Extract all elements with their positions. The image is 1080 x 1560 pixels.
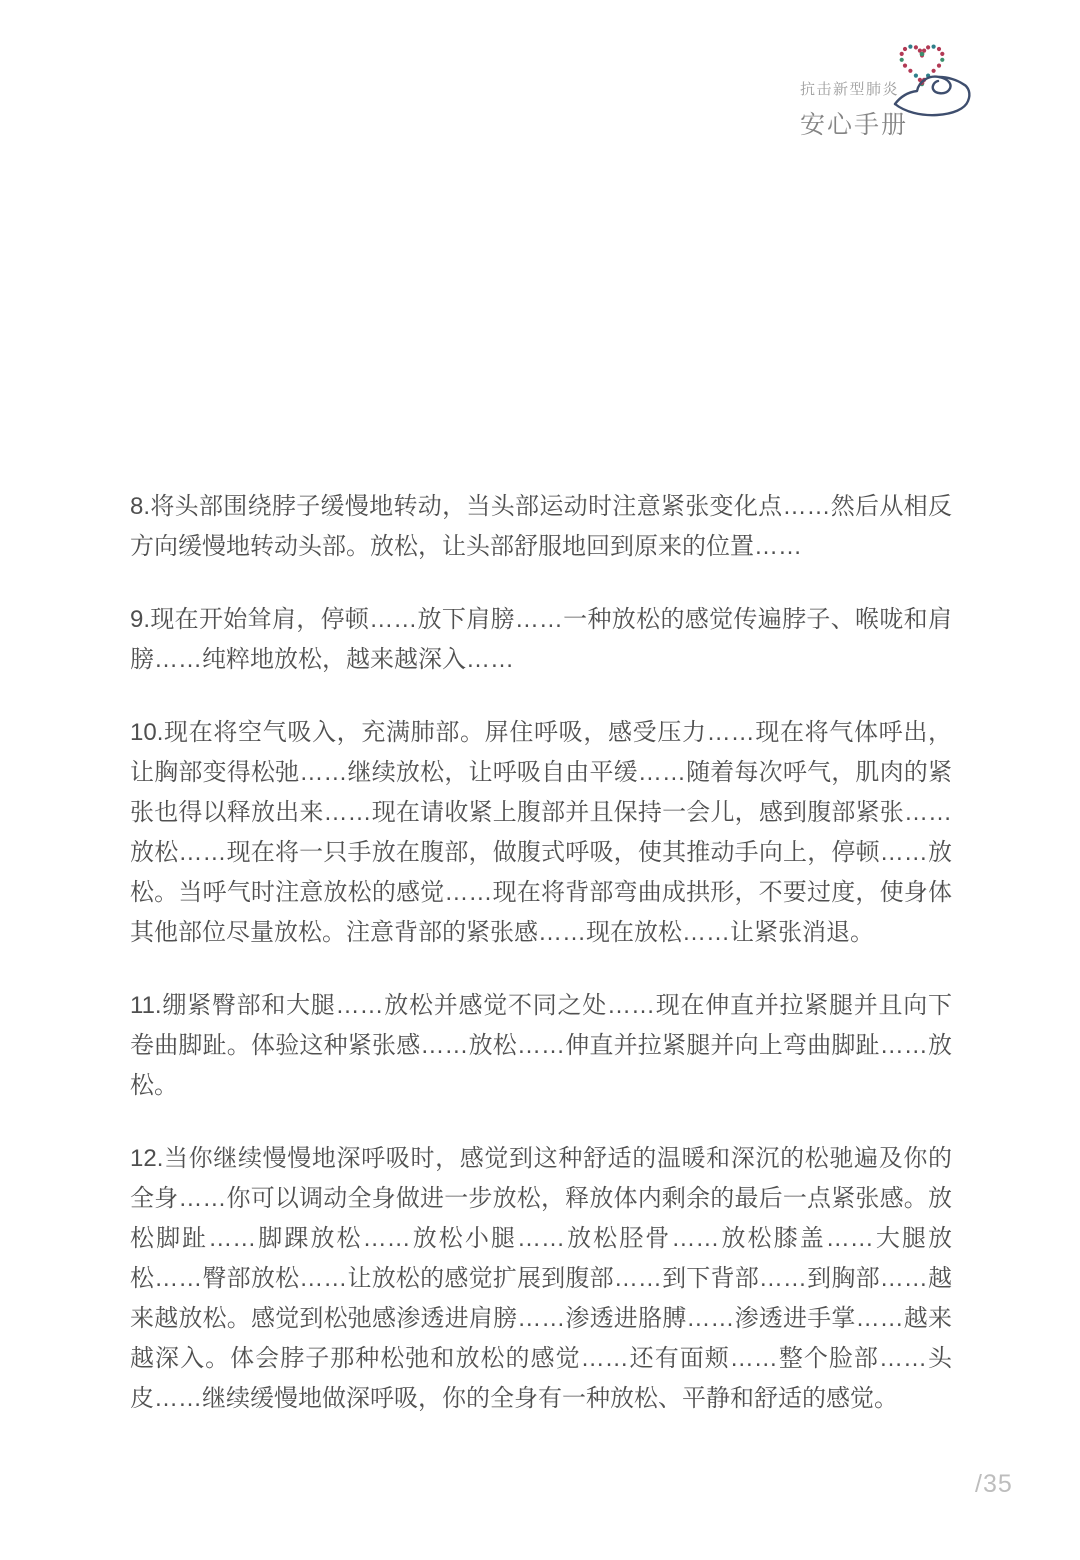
flower-heart-over-hand-icon [888, 44, 978, 128]
brand-title: 安心手册 [800, 111, 909, 139]
paragraph-10: 10.现在将空气吸入，充满肺部。屏住呼吸，感受压力……现在将气体呼出，让胸部变得松弛……继续放松，让呼吸自由平缓……随着每次呼气，肌肉的紧张也得以释放出来……现在请收紧上腹部并且保持一会儿，感到腹部紧张……放松……现在将一只手放在腹部，做腹式呼吸，使其推动手向上，停顿……放松。当呼气时注意放松的感觉……现在将背部弯曲成拱形，不要过度，使身体其他部位尽量放松。注意背部的紧张感……现在放松……让紧张消退。 [130, 719, 952, 946]
paragraph-11: 11.绷紧臀部和大腿……放松并感觉不同之处……现在伸直并拉紧腿并且向下卷曲脚趾。体验这种紧张感……放松……伸直并拉紧腿并向上弯曲脚趾……放松。 [130, 992, 952, 1099]
page-number: /35 [975, 1470, 1013, 1498]
body-text [130, 487, 952, 1419]
open-hand-icon [895, 77, 969, 116]
paragraph-8: 8.将头部围绕脖子缓慢地转动，当头部运动时注意紧张变化点……然后从相反方向缓慢地转动头部。放松，让头部舒服地回到原来的位置…… [130, 493, 952, 560]
brand-tagline: 抗击新型肺炎 [800, 81, 900, 98]
paragraph-12: 12.当你继续慢慢地深呼吸时，感觉到这种舒适的温暖和深沉的松驰遍及你的全身……你可以调动全身做进一步放松，释放体内剩余的最后一点紧张感。放松脚趾……脚踝放松……放松小腿……放松胫骨……放松膝盖……大腿放松……臀部放松……让放松的感觉扩展到腹部……到下背部……到胸部……越来越放松。感觉到松弛感渗透进肩膀……渗透进胳膊……渗透进手掌……越来越深入。体会脖子那种松弛和放松的感觉……还有面颊……整个脸部……头皮……继续缓慢地做深呼吸，你的全身有一种放松、平静和舒适的感觉。 [130, 1145, 952, 1412]
paragraph-9: 9.现在开始耸肩，停顿……放下肩膀……一种放松的感觉传遍脖子、喉咙和肩膀……纯粹地放松，越来越深入…… [130, 606, 952, 673]
